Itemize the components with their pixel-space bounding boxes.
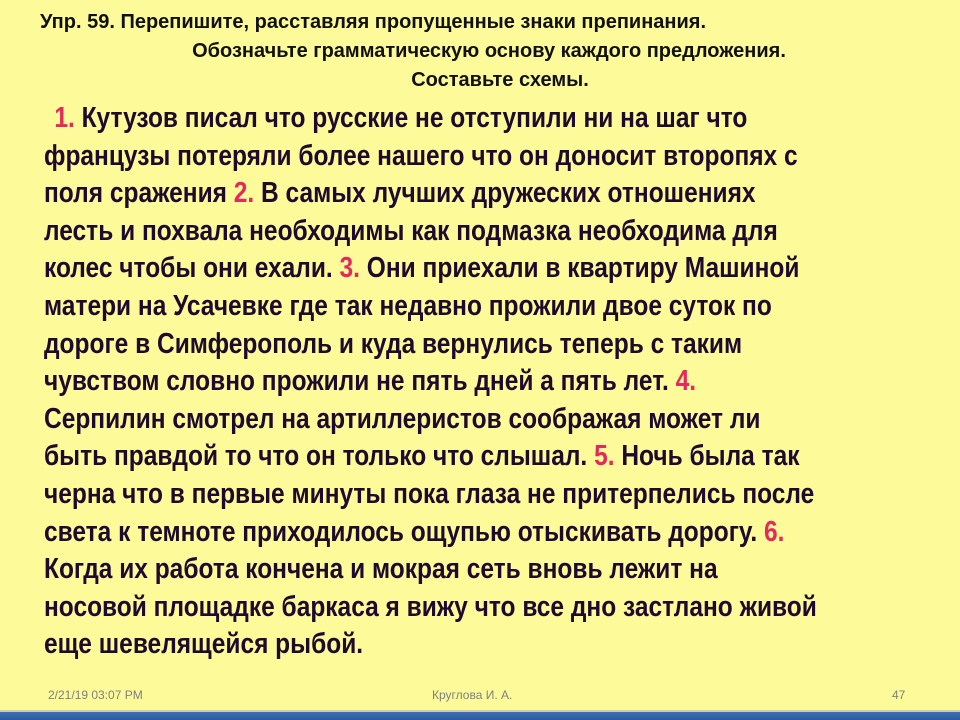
sentence-text: матери на Усачевке где так недавно прожили двое суток по [44,289,772,322]
bottom-bar [0,710,960,720]
sentence-text: черна что в первые минуты пока глаза не притерпелись после [44,477,815,510]
exercise-instruction-2: Составьте схемы. [411,69,589,91]
exercise-instruction: Обозначьте грамматическую основу каждого предложения. [192,40,786,62]
sentence-number: 5. [594,440,615,473]
text-line [44,175,818,213]
text-line [44,326,818,364]
sentence-number: 4. [675,365,697,398]
sentence-text: Серпилин смотрел на артиллеристов соображая может ли [44,402,761,435]
text-line [44,514,818,552]
sentence-text: Они приехали в квартиру Машиной [359,252,800,285]
text-line [44,288,818,326]
exercise-title: Упр. 59. Перепишите, расставляя пропущенные знаки препинания. [40,11,707,33]
sentence-text: В самых лучших дружеских отношениях [254,177,756,210]
text-line [44,476,818,514]
sentence-text: Когда их работа кончена и мокрая сеть вновь лежит на [44,553,718,586]
text-line [44,138,818,176]
sentence-text: французы потеряли более нашего что он доносит второпях с [44,139,798,172]
sentence-text: колес чтобы они ехали. [44,252,340,285]
exercise-text [44,100,818,664]
sentence-text: Кутузов писал что русские не отступили ни на шаг что [81,102,748,134]
footer-author: Круглова И. А. [432,688,513,702]
footer-date: 2/21/19 03:07 PM [48,688,143,702]
text-line [44,438,818,476]
text-line [44,100,818,138]
sentence-number: 1. [54,102,82,134]
sentence-number: 6. [763,515,785,548]
sentence-text: света к темноте приходилось ощупью отыскивать дорогу. [44,515,764,548]
text-line [44,213,818,251]
sentence-text: Ночь была так [614,440,800,473]
sentence-text: поля сражения [44,177,234,210]
footer-page-number: 47 [892,688,906,702]
exercise-header [0,8,960,95]
sentence-text: еще шевелящейся рыбой. [44,628,364,661]
text-line [44,363,818,401]
sentence-text: быть правдой то что он только что слышал. [44,440,595,473]
text-line [44,401,818,439]
text-line [44,589,818,627]
sentence-text: лесть и похвала необходимы как подмазка необходима для [44,214,778,247]
text-line [44,551,818,589]
text-line [44,626,818,664]
sentence-text: носовой площадке баркаса я вижу что все дно застлано живой [44,590,817,623]
sentence-number: 3. [339,252,360,285]
sentence-text: дороге в Симферополь и куда вернулись теперь с таким [44,327,743,360]
text-line [44,250,818,288]
sentence-text: чувством словно прожили не пять дней а пять лет. [44,365,676,398]
sentence-number: 2. [233,177,255,210]
